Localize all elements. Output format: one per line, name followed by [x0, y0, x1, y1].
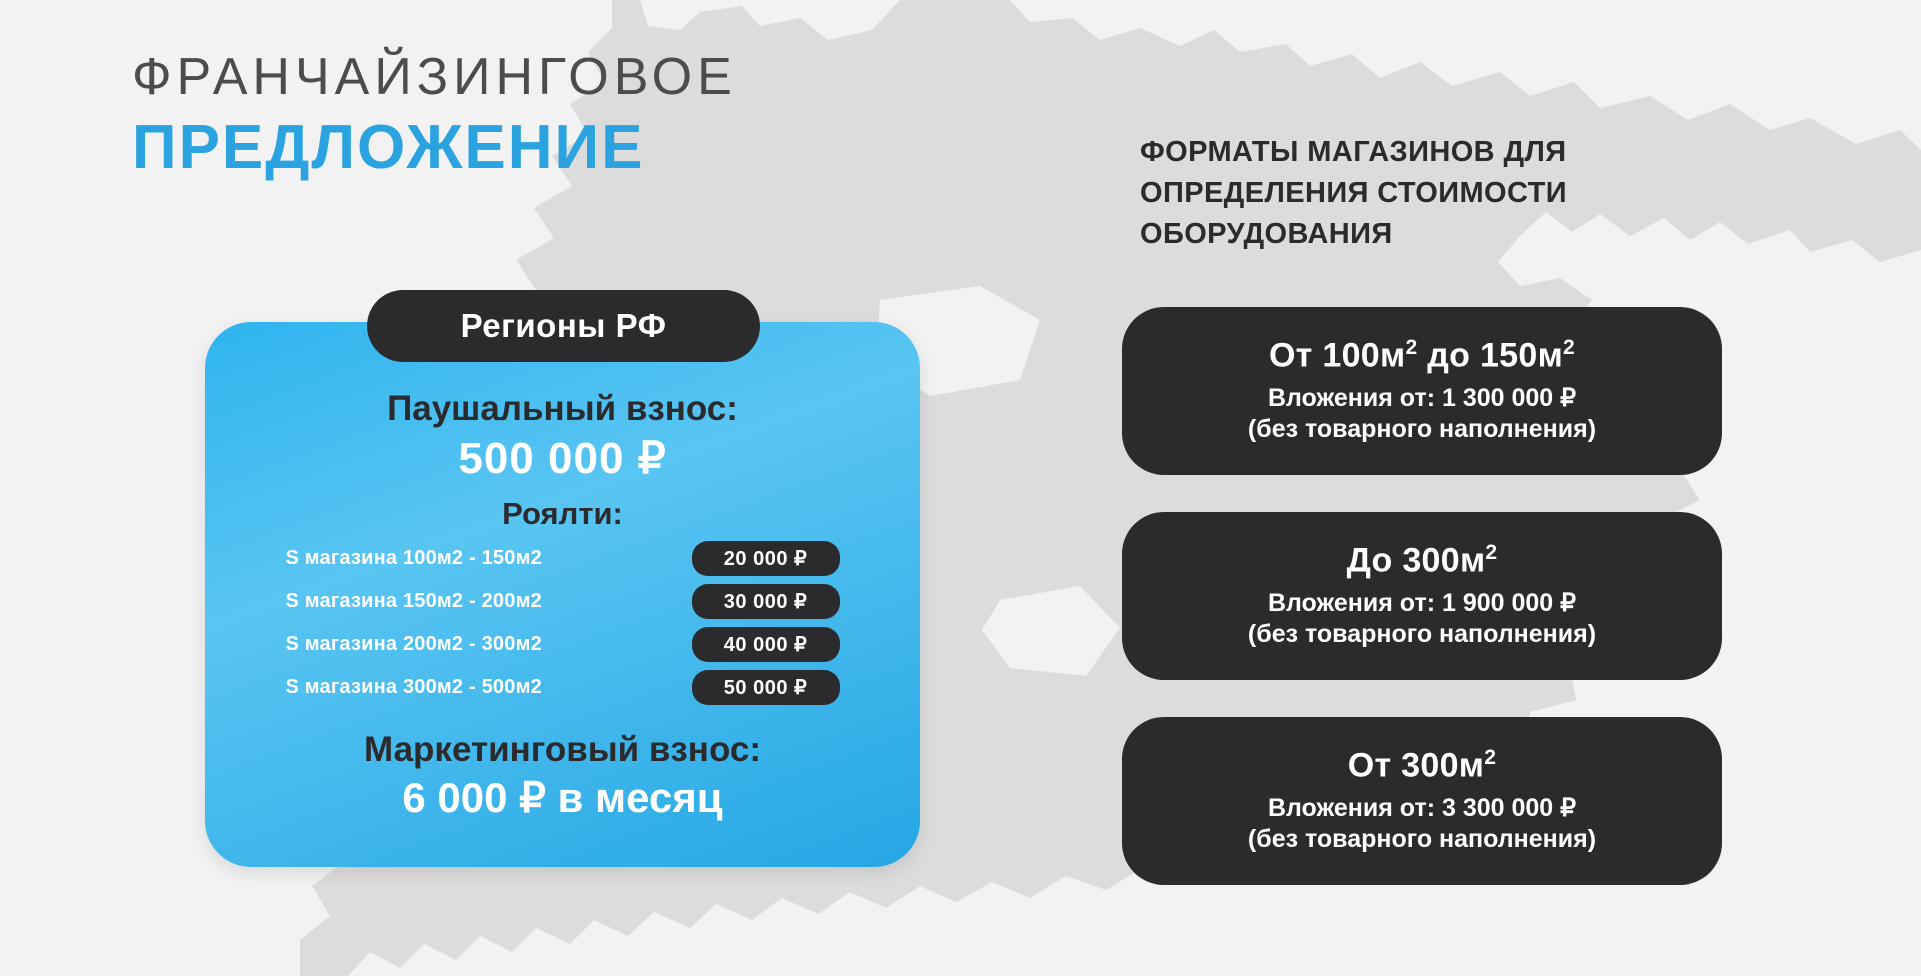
- royalty-area-label: S магазина 150м2 - 200м2: [285, 589, 542, 612]
- royalty-label: Роялти:: [502, 495, 623, 531]
- royalty-table: [286, 541, 840, 705]
- format-card-title-sup: 2: [1485, 541, 1498, 565]
- marketing-fee-label: Маркетинговый взнос:: [364, 729, 761, 769]
- formats-section-title: ФОРМАТЫ МАГАЗИНОВ ДЛЯ ОПРЕДЕЛЕНИЯ СТОИМОСТИ ОБОРУДОВАНИЯ: [1140, 136, 1567, 251]
- format-card-investments: Вложения от: 1 300 000 ₽: [1267, 383, 1577, 412]
- royalty-price-badge: 30 000 ₽: [692, 584, 840, 619]
- royalty-price-badge: 40 000 ₽: [692, 627, 840, 662]
- format-card-2: [1122, 512, 1722, 680]
- format-card-title: [1348, 746, 1497, 785]
- royalty-area-label: S магазина 300м2 - 500м2: [285, 675, 542, 698]
- format-card-title-sup2: 2: [1563, 336, 1576, 360]
- format-card-title-sup: 2: [1484, 746, 1497, 770]
- royalty-price-badge: 50 000 ₽: [692, 670, 840, 705]
- format-card-title: [1269, 336, 1575, 375]
- offer-card-content: [205, 322, 920, 867]
- format-card-title-pre: От 300м: [1347, 746, 1485, 785]
- royalty-area-label: S магазина 200м2 - 300м2: [285, 632, 542, 655]
- lump-sum-label: Паушальный взнос:: [387, 389, 738, 428]
- format-card-3: [1122, 717, 1722, 885]
- headline-line-2: ПРЕДЛОЖЕНИЕ: [132, 112, 645, 182]
- format-card-note: (без товарного наполнения): [1247, 825, 1597, 854]
- royalty-area-label: S магазина 100м2 - 150м2: [285, 546, 542, 569]
- format-card-title: [1347, 541, 1498, 580]
- format-card-1: [1122, 307, 1722, 475]
- format-card-title-pre: От 100м: [1268, 336, 1406, 375]
- table-row: [286, 584, 840, 619]
- region-badge-label: Регионы РФ: [460, 307, 667, 344]
- marketing-fee-value: 6 000 ₽ в месяц: [402, 774, 723, 822]
- format-card-investments: Вложения от: 3 300 000 ₽: [1267, 793, 1577, 822]
- format-card-title-sup: 2: [1405, 336, 1418, 360]
- lump-sum-value: 500 000 ₽: [458, 433, 667, 483]
- format-card-note: (без товарного наполнения): [1247, 620, 1597, 649]
- table-row: [286, 670, 840, 705]
- royalty-price-badge: 20 000 ₽: [692, 541, 840, 576]
- format-card-title-pre: До 300м: [1346, 541, 1486, 580]
- format-card-title-mid: до 150м: [1417, 336, 1564, 375]
- table-row: [286, 541, 840, 576]
- headline-line-1: ФРАНЧАЙЗИНГОВОЕ: [132, 48, 737, 106]
- format-card-note: (без товарного наполнения): [1247, 415, 1597, 444]
- page-title: [132, 48, 737, 183]
- format-card-investments: Вложения от: 1 900 000 ₽: [1267, 588, 1577, 617]
- table-row: [286, 627, 840, 662]
